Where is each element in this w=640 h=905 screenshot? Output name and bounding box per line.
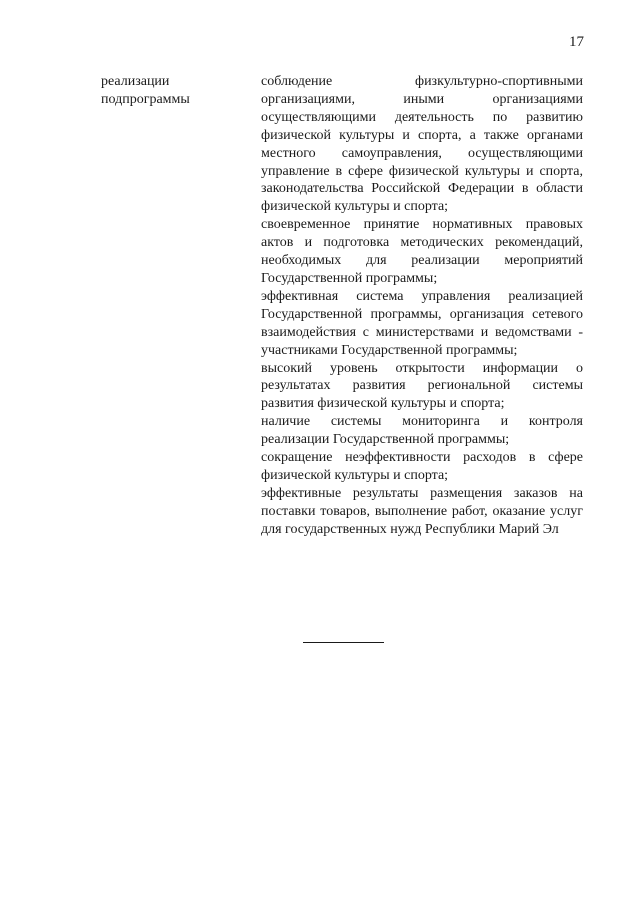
paragraph-management-system: эффективная система управления реализацией Государственной программы, организация сетевого взаимодействия с министерствами и ведомствами - участниками Государственной программы; [261, 288, 583, 358]
section-label [101, 73, 241, 109]
section-label-line-2: подпрограммы [101, 92, 190, 107]
paragraph-monitoring: наличие системы мониторинга и контроля реализации Государственной программы; [261, 414, 583, 448]
results-text [261, 73, 583, 539]
end-divider [303, 642, 384, 643]
paragraph-compliance: соблюдение физкультурно-спортивными организациями, иными организациями осуществляющими деятельность по развитию физической культуры и спорта, а также органами местного самоуправления, осуществляющими управление в сфере физической культуры и спорта, законодательства Российской Федерации в области физической культуры и спорта; [261, 74, 583, 215]
paragraph-normative-acts: своевременное принятие нормативных правовых актов и подготовка методических рекомендаций, необходимых для реализации мероприятий Государственной программы; [261, 217, 583, 286]
paragraph-procurement: эффективные результаты размещения заказов на поставки товаров, выполнение работ, оказание услуг для государственных нужд Республики Марий Эл [261, 485, 583, 537]
section-label-line-1: реализации [101, 74, 170, 89]
paragraph-openness: высокий уровень открытости информации о результатах развития региональной системы развития физической культуры и спорта; [261, 360, 583, 412]
paragraph-cost-reduction: сокращение неэффективности расходов в сфере физической культуры и спорта; [261, 450, 583, 483]
page-number: 17 [569, 34, 584, 50]
